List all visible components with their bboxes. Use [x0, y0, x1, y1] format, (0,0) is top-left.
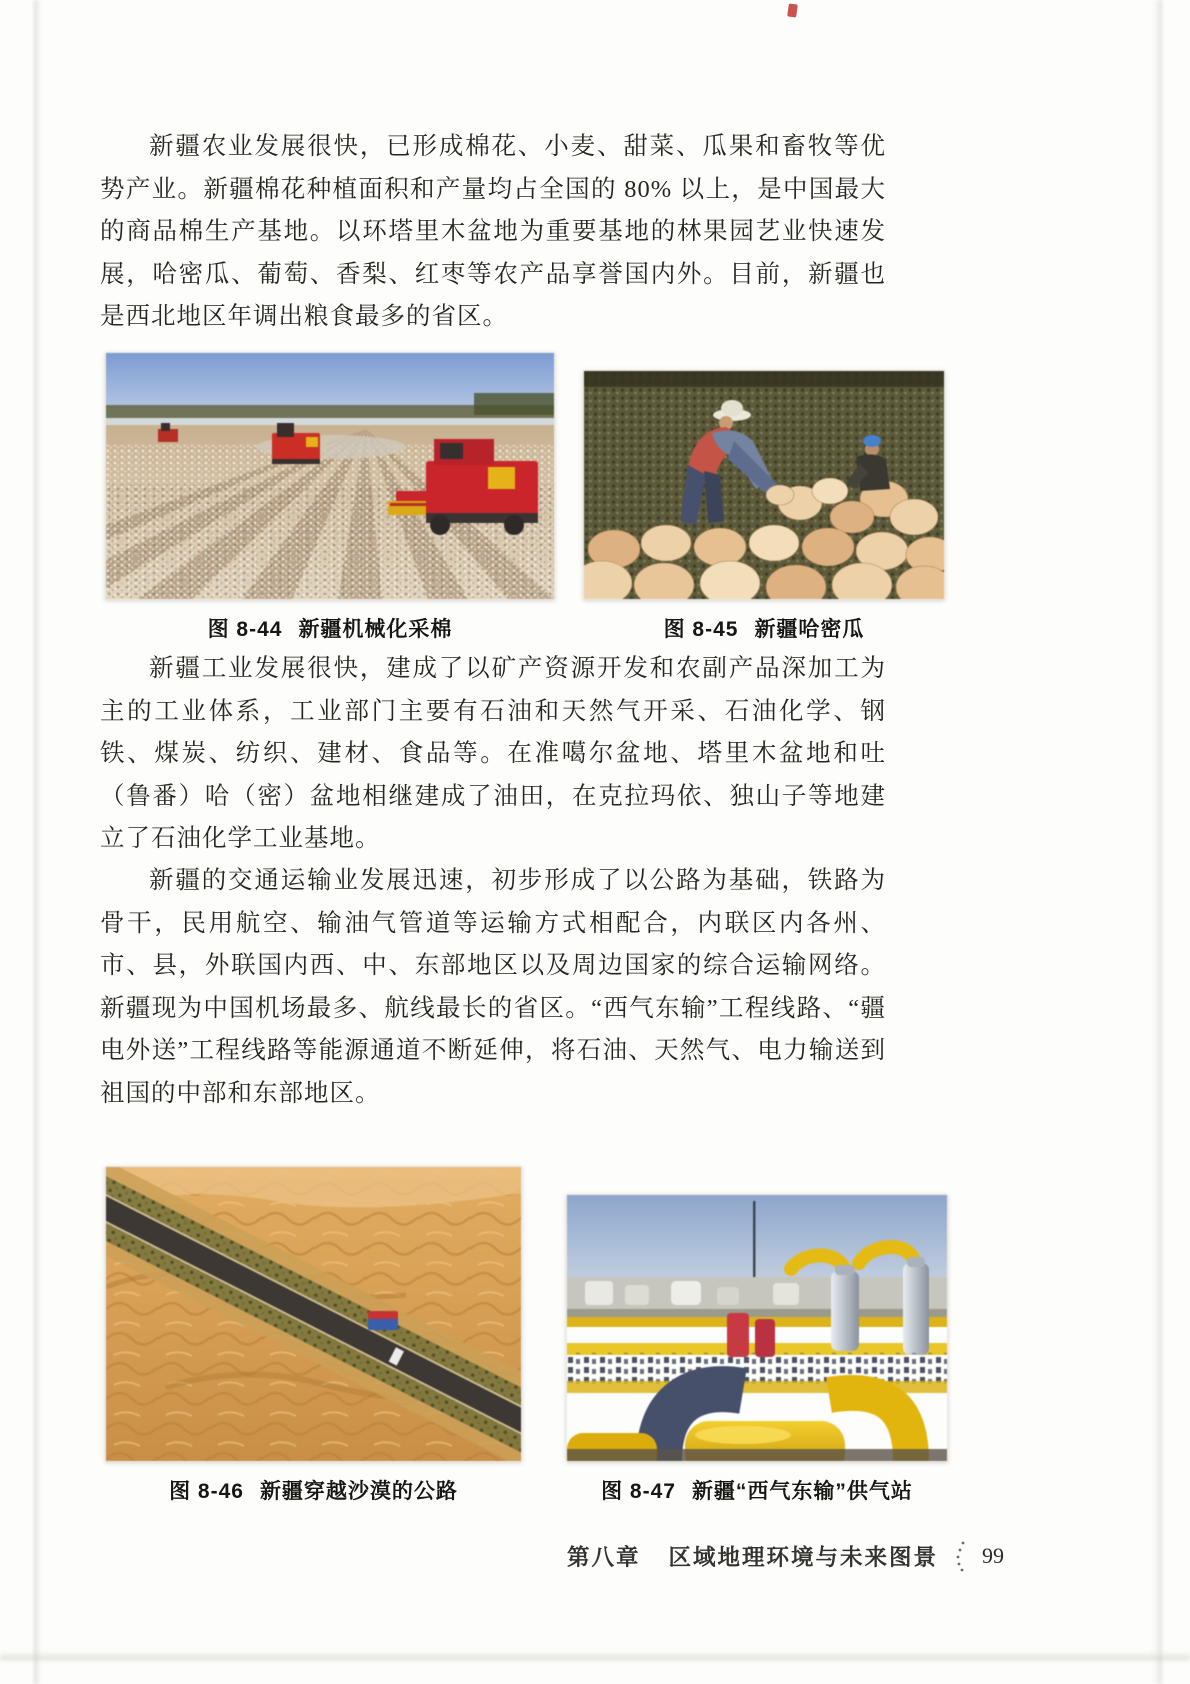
figure-8-47 — [566, 1166, 948, 1505]
page-footer — [0, 1538, 1190, 1574]
figure-label: 图 8-47 — [601, 1480, 676, 1503]
caption-8-47 — [566, 1475, 948, 1505]
figure-label: 图 8-45 — [663, 618, 739, 641]
figure-title: 新疆“西气东输”供气站 — [691, 1480, 913, 1503]
figure-row-bottom — [105, 1166, 948, 1505]
caption-8-44 — [105, 613, 555, 643]
photo-desert-highway — [105, 1166, 522, 1462]
caption-8-46 — [105, 1475, 522, 1505]
page-number: 99 — [982, 1543, 1004, 1568]
scan-edge-right — [1152, 0, 1162, 1684]
figure-8-46 — [105, 1166, 522, 1505]
figure-8-45 — [583, 352, 945, 643]
scan-artifact-red-mark — [787, 3, 798, 17]
figure-8-44 — [105, 352, 555, 643]
photo-cotton-harvest — [105, 352, 555, 600]
figure-title: 新疆穿越沙漠的公路 — [259, 1480, 458, 1503]
scan-edge-bottom — [0, 1650, 1190, 1660]
figure-label: 图 8-44 — [207, 618, 283, 641]
figure-row-top — [105, 352, 945, 643]
truck-red-blue — [368, 1311, 398, 1330]
scan-edge-left — [34, 0, 42, 1684]
ground — [567, 1449, 947, 1461]
page-number-dots-decoration — [952, 1538, 968, 1574]
photo-hami-melons — [583, 370, 945, 600]
photo-gas-station — [566, 1194, 948, 1462]
paragraph-transportation: 新疆的交通运输业发展迅速，初步形成了以公路为基础，铁路为骨干，民用航空、输油气管道等运输方式相配合，内联区内各州、市、县，外联国内西、中、东部地区以及周边国家的综合运输网络。新疆现为中国机场最多、航线最长的省区。“西气东输”工程线路、“疆电外送”工程线路等能源通道不断延伸，将石油、天然气、电力输送到祖国的中部和东部地区。 — [100, 867, 886, 1107]
distant-tanks — [567, 1277, 947, 1318]
footer-chapter: 第八章 — [566, 1545, 641, 1570]
caption-8-45 — [583, 613, 945, 643]
footer-section-title: 区域地理环境与未来图景 — [668, 1545, 938, 1570]
paragraph-industry: 新疆工业发展很快，建成了以矿产资源开发和农副产品深加工为主的工业体系，工业部门主要有石油和天然气开采、石油化学、钢铁、煤炭、纺织、建材、食品等。在准噶尔盆地、塔里木盆地和吐（鲁番）哈（密）盆地相继建成了油田，在克拉玛依、独山子等地建立了石油化学工业基地。 — [100, 655, 886, 852]
figure-label: 图 8-46 — [169, 1480, 244, 1503]
figure-title: 新疆哈密瓜 — [754, 618, 865, 641]
figure-title: 新疆机械化采棉 — [298, 618, 453, 641]
paragraph-agriculture: 新疆农业发展很快，已形成棉花、小麦、甜菜、瓜果和畜牧等优势产业。新疆棉花种植面积和产量均占全国的 80% 以上，是中国最大的商品棉生产基地。以环塔里木盆地为重要基地的林果园艺业快速发展，哈密瓜、葡萄、香梨、红枣等农产品享誉国内外。目前，新疆也是西北地区年调出粮食最多的省区。 — [100, 133, 886, 330]
